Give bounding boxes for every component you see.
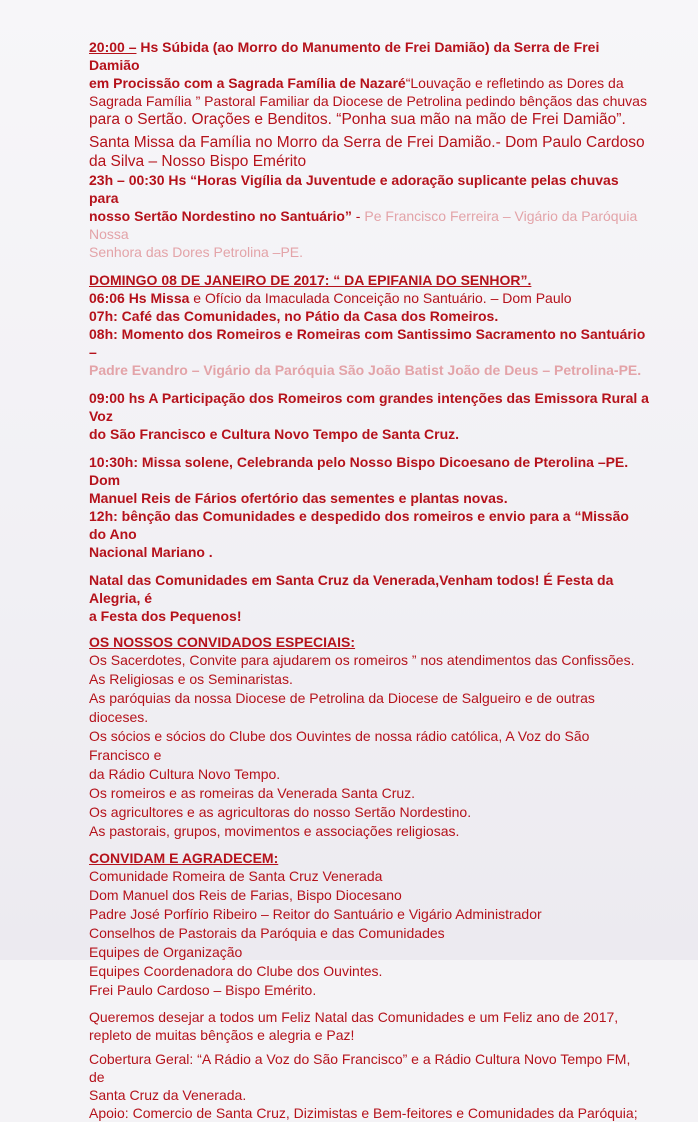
list-item: As pastorais, grupos, movimentos e associações religiosas. [89, 823, 460, 839]
time-label: 20:00 – [89, 39, 137, 55]
program-line: 09:00 hs A Participação dos Romeiros com grandes intenções das Emissora Rural a Voz [89, 390, 649, 424]
support-note: Apoio: Comercio de Santa Cruz, Dizimistas e Bem-feitores e Comunidades da Paróquia; [89, 1105, 638, 1121]
program-line [89, 207, 649, 243]
program-line: 10:30h: Missa solene, Celebranda pelo Nosso Bispo Dicoesano de Pterolina –PE. Dom [89, 454, 629, 488]
faded-text: Senhora das Dores Petrolina –PE. [89, 244, 304, 260]
list-item: As Religiosas e os Seminaristas. [89, 671, 293, 687]
program-text: Hs Súbida (ao Morro do Manumento de Frei Damião) da Serra de Frei Damião [89, 39, 600, 73]
program-line: 07h: Café das Comunidades, no Pátio da Casa dos Romeiros. [89, 308, 499, 324]
program-line: Manuel Reis de Fários ofertório das sementes e plantas novas. [89, 490, 508, 506]
closing-wish: repleto de muitas bênçãos e alegria e Paz! [89, 1027, 355, 1043]
program-line: Sagrada Família ” Pastoral Familiar da Diocese de Petrolina pedindo bênçãos das chuvas [89, 93, 647, 109]
program-line [89, 289, 649, 307]
coverage-note: Cobertura Geral: “A Rádio a Voz do São Francisco” e a Rádio Cultura Novo Tempo FM, de [89, 1051, 631, 1085]
program-line: para o Sertão. Orações e Benditos. “Ponha sua mão na mão de Frei Damião”. [89, 111, 626, 128]
program-line: 23h – 00:30 Hs “Horas Vigília da Juventude e adoração suplicante pelas chuvas para [89, 172, 619, 206]
program-line: 12h: bênção das Comunidades e despedido dos romeiros e envio para a “Missão do Ano [89, 508, 629, 542]
faded-text: Pe Francisco Ferreira – Vigário da Paróquia Nossa [89, 208, 638, 242]
closing-wish: Queremos desejar a todos um Feliz Natal das Comunidades e um Feliz ano de 2017, [89, 1009, 619, 1025]
program-line [89, 74, 649, 92]
program-line: Santa Missa da Família no Morro da Serra de Frei Damião.- Dom Paulo Cardoso [89, 134, 645, 151]
list-item: Os agricultores e as agricultoras do nosso Sertão Nordestino. [89, 804, 472, 820]
list-item: Os romeiros e as romeiras da Venerada Santa Cruz. [89, 785, 416, 801]
list-item: Os Sacerdotes, Convite para ajudarem os romeiros ” nos atendimentos das Confissões. [89, 652, 635, 668]
list-item: Comunidade Romeira de Santa Cruz Venerada [89, 868, 383, 884]
faded-text: Padre Evandro – Vigário da Paróquia São João Batist João de Deus – Petrolina-PE. [89, 362, 642, 378]
guests-heading: OS NOSSOS CONVIDADOS ESPECIAIS: [89, 634, 356, 650]
program-line [89, 38, 649, 74]
natal-announcement: Natal das Comunidades em Santa Cruz da Venerada,Venham todos! É Festa da Alegria, é [89, 572, 614, 606]
guests-list [89, 651, 649, 841]
list-item: Equipes de Organização [89, 944, 243, 960]
natal-announcement: a Festa dos Pequenos! [89, 608, 242, 624]
list-item: Padre José Porfírio Ribeiro – Reitor do Santuário e Vigário Administrador [89, 906, 542, 922]
program-text: - [351, 208, 365, 224]
program-text: “Louvação e refletindo as Dores da [405, 75, 624, 91]
list-item: Dom Manuel dos Reis de Farias, Bispo Diocesano [89, 887, 402, 903]
program-line: da Silva – Nosso Bispo Emérito [89, 153, 307, 170]
list-item: Frei Paulo Cardoso – Bispo Emérito. [89, 982, 317, 998]
list-item: da Rádio Cultura Novo Tempo. [89, 766, 281, 782]
program-text: 06:06 Hs Missa [89, 290, 190, 306]
program-line: 08h: Momento dos Romeiros e Romeiras com Santissimo Sacramento no Santuário – [89, 326, 646, 360]
hosts-heading: CONVIDAM E AGRADECEM: [89, 850, 279, 866]
document-body [89, 38, 649, 1122]
list-item: Equipes Coordenadora do Clube dos Ouvintes. [89, 963, 383, 979]
program-text: em Procissão com a Sagrada Família de Nazaré [89, 75, 406, 91]
hosts-list [89, 867, 649, 1000]
sunday-heading: DOMINGO 08 DE JANEIRO DE 2017: “ DA EPIFANIA DO SENHOR”. [89, 272, 532, 288]
coverage-note: Santa Cruz da Venerada. [89, 1087, 247, 1103]
program-line: do São Francisco e Cultura Novo Tempo de Santa Cruz. [89, 426, 460, 442]
list-item: Os sócios e sócios do Clube dos Ouvintes de nossa rádio católica, A Voz do São Francisco e [89, 728, 590, 763]
program-text: nosso Sertão Nordestino no Santuário” [89, 208, 352, 224]
program-text: e Ofício da Imaculada Conceição no Santuário. – Dom Paulo [189, 290, 572, 306]
list-item: Conselhos de Pastorais da Paróquia e das Comunidades [89, 925, 445, 941]
list-item: As paróquias da nossa Diocese de Petrolina da Diocese de Salgueiro e de outras dioceses. [89, 690, 595, 725]
program-line: Nacional Mariano . [89, 544, 213, 560]
